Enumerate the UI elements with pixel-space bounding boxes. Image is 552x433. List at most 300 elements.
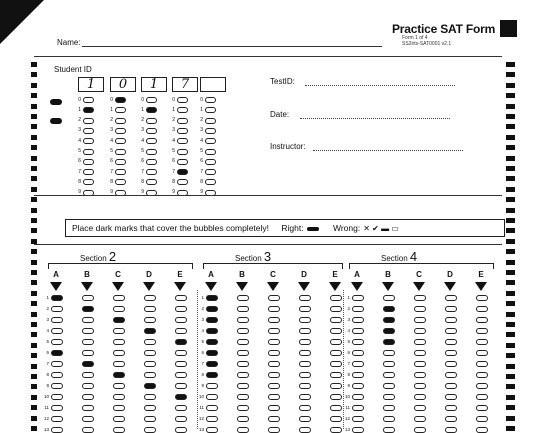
answer-bubble[interactable] [383,383,395,389]
answer-bubble[interactable] [237,394,249,400]
answer-bubble[interactable] [175,317,187,323]
testid-field[interactable] [305,85,455,86]
answer-bubble[interactable] [237,328,249,334]
answer-bubble[interactable] [206,394,218,400]
answer-bubble[interactable] [51,427,63,433]
student-id-bubble[interactable] [115,149,126,155]
answer-bubble[interactable] [82,372,94,378]
answer-bubble[interactable] [113,405,125,411]
answer-row-number: 6 [46,350,49,355]
student-id-bubble[interactable] [115,118,126,124]
answer-bubble[interactable] [82,306,94,312]
answer-bubble[interactable] [414,306,426,312]
answer-bubble[interactable] [206,328,218,334]
column-letter: B [385,270,391,279]
answer-bubble[interactable] [445,383,457,389]
answer-bubble[interactable] [237,361,249,367]
student-id-bubble[interactable] [177,107,188,113]
student-id-bubble[interactable] [205,128,216,134]
answer-bubble[interactable] [330,295,342,301]
divider [34,56,502,57]
answer-row-number: 7 [201,361,204,366]
student-id-bubble[interactable] [83,107,94,113]
answer-bubble[interactable] [383,306,395,312]
answer-bubble[interactable] [206,405,218,411]
answer-bubble[interactable] [414,361,426,367]
timing-mark-left [31,176,37,181]
student-id-bubble[interactable] [146,118,157,124]
answer-bubble[interactable] [352,295,364,301]
student-id-bubble[interactable] [146,128,157,134]
section-title [235,249,271,264]
answer-bubble[interactable] [299,350,311,356]
answer-bubble[interactable] [82,295,94,301]
answer-bubble[interactable] [175,372,187,378]
answer-bubble[interactable] [51,317,63,323]
student-id-digit-label: 3 [110,127,113,134]
answer-bubble[interactable] [352,405,364,411]
answer-bubble[interactable] [330,416,342,422]
student-id-bubble[interactable] [177,128,188,134]
answer-bubble[interactable] [237,350,249,356]
answer-bubble[interactable] [175,295,187,301]
answer-bubble[interactable] [476,383,488,389]
answer-bubble[interactable] [383,317,395,323]
answer-bubble[interactable] [268,372,280,378]
answer-bubble[interactable] [383,339,395,345]
answer-bubble[interactable] [51,361,63,367]
answer-bubble[interactable] [299,372,311,378]
answer-bubble[interactable] [476,306,488,312]
answer-bubble[interactable] [299,306,311,312]
answer-bubble[interactable] [175,350,187,356]
answer-bubble[interactable] [414,328,426,334]
answer-bubble[interactable] [383,350,395,356]
answer-bubble[interactable] [352,361,364,367]
answer-bubble[interactable] [175,416,187,422]
answer-bubble[interactable] [144,339,156,345]
answer-bubble[interactable] [206,416,218,422]
answer-bubble[interactable] [352,328,364,334]
answer-bubble[interactable] [82,361,94,367]
answer-bubble[interactable] [113,350,125,356]
timing-mark-left [31,62,37,67]
student-id-bubble[interactable] [146,179,157,185]
student-id-bubble[interactable] [177,169,188,175]
answer-bubble[interactable] [113,306,125,312]
student-id-digit-label: 4 [172,137,175,144]
answer-bubble[interactable] [383,405,395,411]
answer-bubble[interactable] [268,306,280,312]
timing-mark-left [31,364,37,369]
instructions-box [65,219,505,237]
instructions-text: Place dark marks that cover the bubbles completely! [72,223,270,233]
timing-mark-right [506,416,515,421]
student-id-bubble[interactable] [205,149,216,155]
answer-bubble[interactable] [330,339,342,345]
section-number: 3 [263,249,272,264]
answer-bubble[interactable] [330,350,342,356]
timing-mark-left [31,156,37,161]
answer-bubble[interactable] [383,361,395,367]
date-label: Date: [270,110,290,119]
answer-bubble[interactable] [113,317,125,323]
answer-bubble[interactable] [352,416,364,422]
answer-bubble[interactable] [299,361,311,367]
student-id-digit-label: 0 [110,96,113,103]
answer-bubble[interactable] [414,317,426,323]
answer-bubble[interactable] [383,372,395,378]
student-id-digit-box[interactable]: 0 [110,77,136,92]
answer-bubble[interactable] [299,339,311,345]
student-id-bubble[interactable] [115,97,126,103]
student-id-bubble[interactable] [205,179,216,185]
answer-bubble[interactable] [82,328,94,334]
answer-bubble[interactable] [383,394,395,400]
divider [34,244,502,245]
answer-bubble[interactable] [144,394,156,400]
student-id-bubble[interactable] [83,169,94,175]
answer-bubble[interactable] [175,383,187,389]
answer-bubble[interactable] [144,383,156,389]
answer-bubble[interactable] [51,328,63,334]
student-id-bubble[interactable] [177,149,188,155]
answer-row-number: 13 [43,427,49,432]
student-id-bubble[interactable] [177,179,188,185]
answer-bubble[interactable] [268,328,280,334]
answer-bubble[interactable] [414,394,426,400]
answer-bubble[interactable] [299,317,311,323]
answer-bubble[interactable] [445,361,457,367]
answer-bubble[interactable] [476,394,488,400]
answer-bubble[interactable] [206,361,218,367]
answer-bubble[interactable] [237,416,249,422]
column-letter: A [208,270,214,279]
answer-bubble[interactable] [51,416,63,422]
student-id-bubble[interactable] [115,128,126,134]
student-id-digit-label: 4 [141,137,144,144]
answer-bubble[interactable] [476,416,488,422]
answer-bubble[interactable] [206,306,218,312]
answer-bubble[interactable] [299,427,311,433]
student-id-bubble[interactable] [205,159,216,165]
answer-row-number: 1 [347,295,350,300]
answer-bubble[interactable] [299,394,311,400]
answer-bubble[interactable] [51,394,63,400]
answer-bubble[interactable] [51,383,63,389]
student-id-digit-box[interactable]: 1 [78,77,104,92]
answer-bubble[interactable] [414,295,426,301]
student-id-bubble[interactable] [177,159,188,165]
student-id-bubble[interactable] [146,107,157,113]
answer-bubble[interactable] [352,372,364,378]
student-id-bubble[interactable] [115,159,126,165]
student-id-digit-box[interactable]: 7 [172,77,198,92]
answer-bubble[interactable] [476,328,488,334]
student-id-bubble[interactable] [177,97,188,103]
student-id-digit-label: 9 [78,189,81,196]
answer-bubble[interactable] [330,427,342,433]
answer-bubble[interactable] [352,383,364,389]
student-id-digit-box[interactable] [200,77,226,92]
answer-bubble[interactable] [414,350,426,356]
answer-bubble[interactable] [352,339,364,345]
timing-mark-right [506,312,515,317]
student-id-bubble[interactable] [83,149,94,155]
student-id-bubble[interactable] [205,169,216,175]
answer-bubble[interactable] [414,339,426,345]
answer-bubble[interactable] [237,306,249,312]
answer-bubble[interactable] [144,416,156,422]
answer-bubble[interactable] [268,383,280,389]
student-id-bubble[interactable] [83,138,94,144]
student-id-bubble[interactable] [83,159,94,165]
answer-bubble[interactable] [175,394,187,400]
student-id-bubble[interactable] [83,179,94,185]
column-arrow [174,282,186,291]
student-id-digit-label: 6 [172,158,175,165]
answer-bubble[interactable] [175,306,187,312]
answer-bubble[interactable] [51,372,63,378]
answer-bubble[interactable] [383,416,395,422]
answer-bubble[interactable] [113,295,125,301]
answer-bubble[interactable] [51,405,63,411]
answer-bubble[interactable] [144,405,156,411]
answer-row-number: 7 [46,361,49,366]
answer-bubble[interactable] [113,361,125,367]
student-id-bubble[interactable] [115,107,126,113]
answer-bubble[interactable] [414,416,426,422]
answer-bubble[interactable] [144,372,156,378]
answer-bubble[interactable] [445,427,457,433]
timing-mark-left [31,301,37,306]
answer-bubble[interactable] [299,295,311,301]
answer-bubble[interactable] [144,306,156,312]
student-id-bubble[interactable] [83,128,94,134]
answer-bubble[interactable] [206,339,218,345]
student-id-bubble[interactable] [205,118,216,124]
answer-bubble[interactable] [144,295,156,301]
answer-bubble[interactable] [82,317,94,323]
student-id-bubble[interactable] [177,138,188,144]
answer-row-number: 12 [43,416,49,421]
answer-bubble[interactable] [445,405,457,411]
answer-row-number: 13 [344,427,350,432]
answer-bubble[interactable] [175,339,187,345]
student-id-digit-label: 2 [200,117,203,124]
student-id-bubble[interactable] [205,97,216,103]
answer-bubble[interactable] [445,306,457,312]
answer-bubble[interactable] [113,427,125,433]
answer-bubble[interactable] [268,295,280,301]
student-id-bubble[interactable] [146,97,157,103]
timing-mark-right [506,353,515,358]
timing-mark-left [31,124,37,129]
answer-bubble[interactable] [414,427,426,433]
student-id-bubble[interactable] [115,179,126,185]
answer-bubble[interactable] [330,372,342,378]
student-id-bubble[interactable] [146,138,157,144]
answer-bubble[interactable] [206,383,218,389]
answer-bubble[interactable] [82,350,94,356]
answer-bubble[interactable] [237,405,249,411]
student-id-digit-box[interactable]: 1 [141,77,167,92]
student-id-bubble[interactable] [205,107,216,113]
answer-bubble[interactable] [237,317,249,323]
answer-bubble[interactable] [330,328,342,334]
answer-bubble[interactable] [206,350,218,356]
answer-bubble[interactable] [237,383,249,389]
answer-bubble[interactable] [330,405,342,411]
answer-bubble[interactable] [206,427,218,433]
answer-bubble[interactable] [237,372,249,378]
answer-bubble[interactable] [82,405,94,411]
answer-bubble[interactable] [330,383,342,389]
student-id-bubble[interactable] [115,169,126,175]
answer-bubble[interactable] [268,394,280,400]
answer-bubble[interactable] [268,416,280,422]
answer-bubble[interactable] [352,427,364,433]
answer-bubble[interactable] [476,339,488,345]
student-id-bubble[interactable] [115,138,126,144]
answer-bubble[interactable] [383,295,395,301]
student-id-bubble[interactable] [146,169,157,175]
answer-bubble[interactable] [330,394,342,400]
timing-mark-right [506,332,515,337]
answer-bubble[interactable] [113,394,125,400]
answer-bubble[interactable] [352,350,364,356]
timing-mark-right [506,291,515,296]
student-id-bubble[interactable] [146,159,157,165]
answer-bubble[interactable] [268,405,280,411]
answer-bubble[interactable] [206,372,218,378]
answer-bubble[interactable] [476,350,488,356]
answer-bubble[interactable] [206,317,218,323]
answer-bubble[interactable] [445,416,457,422]
answer-bubble[interactable] [268,350,280,356]
column-arrow [413,282,425,291]
answer-bubble[interactable] [144,350,156,356]
answer-row-number: 3 [347,317,350,322]
answer-bubble[interactable] [383,328,395,334]
answer-bubble[interactable] [414,383,426,389]
section-bracket [48,263,193,269]
answer-bubble[interactable] [299,328,311,334]
answer-bubble[interactable] [383,427,395,433]
answer-bubble[interactable] [237,339,249,345]
answer-bubble[interactable] [144,328,156,334]
answer-bubble[interactable] [299,383,311,389]
timing-mark-left [31,249,37,254]
answer-bubble[interactable] [476,405,488,411]
answer-row-number: 2 [46,306,49,311]
name-field[interactable] [82,46,382,47]
answer-bubble[interactable] [144,427,156,433]
answer-bubble[interactable] [330,361,342,367]
answer-bubble[interactable] [330,317,342,323]
answer-bubble[interactable] [445,372,457,378]
answer-bubble[interactable] [51,295,63,301]
answer-bubble[interactable] [299,416,311,422]
answer-bubble[interactable] [445,295,457,301]
column-arrow [81,282,93,291]
answer-bubble[interactable] [352,306,364,312]
timing-mark-right [506,280,515,285]
timing-mark-left [31,270,37,275]
answer-bubble[interactable] [476,295,488,301]
answer-bubble[interactable] [113,383,125,389]
timing-mark-left [31,426,37,431]
answer-bubble[interactable] [51,339,63,345]
testid-label: TestID: [270,77,295,86]
column-letter: A [354,270,360,279]
answer-bubble[interactable] [206,295,218,301]
answer-bubble[interactable] [144,361,156,367]
answer-bubble[interactable] [445,317,457,323]
answer-bubble[interactable] [414,372,426,378]
timing-mark-left [31,405,37,410]
date-field[interactable] [300,118,450,119]
answer-bubble[interactable] [330,306,342,312]
answer-bubble[interactable] [414,405,426,411]
answer-bubble[interactable] [175,427,187,433]
answer-bubble[interactable] [175,405,187,411]
answer-bubble[interactable] [82,427,94,433]
student-id-bubble[interactable] [177,118,188,124]
answer-bubble[interactable] [476,372,488,378]
answer-bubble[interactable] [268,317,280,323]
instructor-field[interactable] [313,150,463,151]
answer-bubble[interactable] [175,361,187,367]
answer-bubble[interactable] [113,416,125,422]
student-id-bubble[interactable] [205,138,216,144]
answer-bubble[interactable] [352,317,364,323]
answer-bubble[interactable] [113,372,125,378]
answer-bubble[interactable] [476,361,488,367]
answer-bubble[interactable] [476,317,488,323]
column-arrow [444,282,456,291]
answer-bubble[interactable] [445,339,457,345]
answer-bubble[interactable] [445,328,457,334]
answer-bubble[interactable] [144,317,156,323]
answer-bubble[interactable] [268,339,280,345]
answer-row-number: 8 [347,372,350,377]
answer-bubble[interactable] [82,383,94,389]
answer-bubble[interactable] [175,328,187,334]
answer-bubble[interactable] [237,427,249,433]
answer-bubble[interactable] [51,306,63,312]
answer-row-number: 8 [46,372,49,377]
student-id-bubble[interactable] [146,149,157,155]
answer-bubble[interactable] [82,416,94,422]
answer-bubble[interactable] [268,427,280,433]
student-id-bubble[interactable] [83,118,94,124]
answer-bubble[interactable] [51,350,63,356]
answer-bubble[interactable] [445,350,457,356]
answer-bubble[interactable] [299,405,311,411]
student-id-bubble[interactable] [83,97,94,103]
timing-mark-right [506,72,515,77]
answer-bubble[interactable] [237,295,249,301]
answer-bubble[interactable] [268,361,280,367]
answer-bubble[interactable] [445,394,457,400]
answer-bubble[interactable] [352,394,364,400]
answer-bubble[interactable] [82,394,94,400]
answer-bubble[interactable] [113,339,125,345]
answer-bubble[interactable] [113,328,125,334]
answer-bubble[interactable] [476,427,488,433]
answer-bubble[interactable] [82,339,94,345]
